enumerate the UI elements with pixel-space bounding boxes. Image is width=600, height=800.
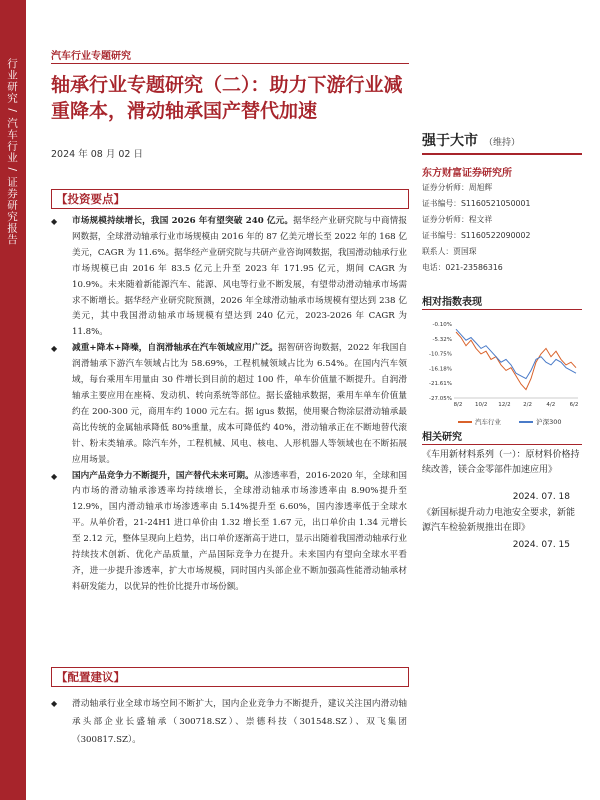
y-tick-label: -21.61% (429, 381, 452, 388)
related-item[interactable]: 《车用新材料系列（一）：原材料价格持续改善，镁合金零部件加速应用》 (422, 450, 580, 475)
invest-bullets (51, 214, 407, 596)
bullet-item (51, 214, 407, 341)
rating-note: （维持） (484, 138, 521, 148)
y-tick-label: -16.18% (429, 366, 452, 373)
rating (422, 130, 520, 150)
analyst-line: 证券分析师：程文祥 (422, 215, 493, 224)
legend-swatch (458, 421, 472, 423)
x-tick-label: 12/2 (498, 402, 511, 408)
related-title: 相关研究 (422, 432, 462, 443)
bullet-body: 从渗透率看，2016-2020 年，全球和国内市场的滑动轴承渗透率均持续增长，全球滑动轴承市场渗透率由 8.90%提升至 12.9%，国内滑动轴承市场渗透率由 5.14%提升至 6.60%，国内渗透率低于全球水平。从单价看，21-24H1 进口单价由 1.32 增长至 1.67 元，出口单价由 1.34 元增长至 2.12 元，整体呈现向上趋势，出口单价逐渐高于进口，显示出随着我国滑动轴承行业持续技术创新、优化产品质量，产品国际竞争力在提升。未来国内有望向全球水平看齐，进一步提升渗透率，扩大市场规模，同时国内头部企业不断加强高性能滑动轴承材料研发能力，以优异的性价比提升市场份额。 (72, 470, 407, 592)
diamond-bullet-icon: ◆ (51, 344, 58, 354)
bullet-body: 据华经产业研究院与中商情报网数据，全球滑动轴承行业市场规模由 2016 年的 87 亿美元增长至 2022 年的 168 亿美元，CAGR 为 11.6%。据华经产业研究院与共研产业咨询网数据，我国滑动轴承行业市场规模已由 2016 年 83.5 亿元上升至 2023 年 171.95 亿元，期间 CAGR 为 10.9%。未来随着新能源汽车、能源、风电等行业不断发展，有望带动滑动轴承市场需求不断增长。据华经产业研究院预测，2026 年全球滑动轴承市场规模有望达到 238 亿美元，其中我国滑动轴承市场规模有望达到 240 亿元，2023-2026 年 CAGR 为 11.8%。 (72, 216, 407, 338)
bullet-item (51, 695, 407, 749)
chart-section-divider (422, 309, 582, 310)
related-item-date: 2024. 07. 18 (512, 492, 570, 502)
config-text: 滑动轴承行业全球市场空间不断扩大，国内企业竞争力不断提升，建议关注国内滑动轴承头部企业长盛轴承（300718.SZ）、崇德科技（301548.SZ）、双飞集团（300817.SZ）。 (72, 699, 407, 745)
related-item[interactable]: 《新国标提升动力电池安全要求，新能源汽车检验新规推出在即》 (422, 508, 576, 533)
legend-label: 汽车行业 (475, 418, 501, 426)
x-tick-label: 2/2 (523, 402, 533, 408)
x-tick-label: 10/2 (475, 402, 488, 408)
bullet-headline: 减重+降本+降噪，自润滑轴承在汽车领域应用广泛。 (72, 343, 278, 354)
page-title: 轴承行业专题研究（二）：助力下游行业减重降本，滑动轴承国产替代加速 (51, 74, 403, 122)
diamond-bullet-icon: ◆ (51, 217, 58, 226)
y-tick-label: -0.10% (432, 322, 452, 328)
report-series: 汽车行业专题研究 (51, 51, 131, 62)
config-section-header (51, 667, 409, 687)
institute-name: 东方财富证券研究所 (422, 168, 512, 179)
related-item-date: 2024. 07. 15 (512, 540, 570, 550)
rating-label: 强于大市 (422, 133, 478, 149)
x-tick-label: 4/2 (546, 402, 556, 408)
config-bullet (51, 695, 407, 749)
related-divider (422, 444, 582, 445)
bullet-headline: 国内产品竞争力不断提升，国产替代未来可期。 (72, 470, 254, 481)
relative-index-chart (422, 320, 582, 410)
chart-section-title: 相对指数表现 (422, 297, 482, 308)
header-divider (51, 63, 409, 64)
analyst-line: 证书编号：S1160522090002 (422, 231, 531, 240)
bullet-body: 据智研咨询数据，2022 年我国自润滑轴承下游汽车领域占比为 58.69%，工程机械领域占比为 6.54%。在国内汽车领域，每台乘用车用量由 30 件增长到目前的超过 100 件，单车价值量不断提升。自润滑轴承主要应用在座椅、发动机、转向系统等部位。据长盛轴承数据，乘用车单车价值量约在 200-300 元，商用车约 1000 元左右。据 igus 数据，使用聚合物涂层滑动轴承最高比传统的金属轴承降低 80%重量，成本可降低约 40%，滑动轴承正在不断地替代滚针、粉末类轴承。除汽车外，工程机械、风电、核电、人形机器人等领域也在不断拓展应用场景。 (72, 343, 407, 465)
config-section-label: 【配置建议】 (56, 670, 125, 684)
bullet-item (51, 341, 407, 468)
chart-legend (458, 417, 562, 426)
x-tick-label: 8/2 (453, 402, 463, 408)
bullet-headline: 市场规模持续增长，我国 2026 年有望突破 240 亿元。 (72, 216, 294, 226)
invest-section-label: 【投资要点】 (56, 192, 125, 206)
y-tick-label: -27.05% (429, 396, 452, 402)
rating-divider (422, 153, 582, 155)
sidebar (0, 0, 26, 800)
y-tick-label: -5.32% (432, 336, 452, 343)
analyst-line: 联系人：贾国琛 (422, 247, 477, 256)
x-tick-label: 6/2 (569, 402, 579, 408)
analyst-line: 电话：021-23586316 (422, 263, 503, 272)
diamond-bullet-icon: ◆ (51, 699, 58, 708)
analyst-line: 证书编号：S1160521050001 (422, 199, 531, 208)
invest-section-header (51, 189, 409, 209)
legend-label: 沪深300 (536, 418, 562, 426)
report-date: 2024 年 08 月 02 日 (51, 149, 143, 160)
analyst-line: 证券分析师：周旭辉 (422, 183, 493, 192)
legend-swatch (519, 421, 533, 423)
y-tick-label: -10.75% (429, 351, 452, 358)
diamond-bullet-icon: ◆ (51, 471, 58, 481)
sidebar-text: 行业研究 / 汽车行业 / 证券研究报告 (6, 58, 18, 246)
bullet-item (51, 469, 407, 596)
